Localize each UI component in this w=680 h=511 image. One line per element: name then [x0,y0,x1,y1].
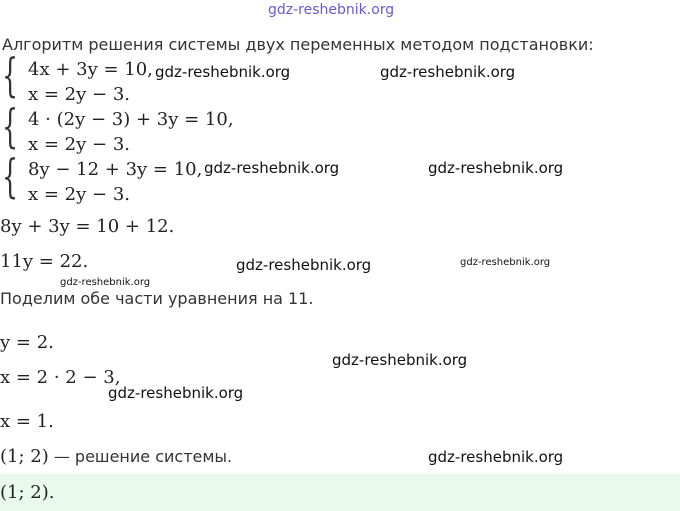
watermark-small: gdz-reshebnik.org [460,257,551,268]
division-note: Поделим обе части уравнения на 11. [0,289,314,308]
watermark: gdz-reshebnik.org [236,256,372,274]
watermark-top: gdz-reshebnik.org [268,2,395,18]
watermark: gdz-reshebnik.org [204,159,340,177]
step-1: 8y + 3y = 10 + 12. [0,216,175,237]
step-3: y = 2. [0,332,54,353]
step-4: x = 2 · 2 − 3, [0,367,121,388]
solution-value: (1; 2) [0,446,49,467]
system-brace: { [2,99,19,153]
step-5: x = 1. [0,411,54,432]
solution-text: — решение системы. [48,447,233,466]
answer: (1; 2). [0,482,55,503]
step-2: 11y = 22. [0,251,89,272]
solution-line [0,446,232,467]
system2-line1: 4 · (2y − 3) + 3y = 10, [28,109,234,130]
watermark: gdz-reshebnik.org [380,63,516,81]
system3-line1: 8y − 12 + 3y = 10, [28,159,203,180]
system1-line2: x = 2y − 3. [28,84,130,105]
system-brace: { [2,48,19,102]
system2-line2: x = 2y − 3. [28,134,130,155]
watermark: gdz-reshebnik.org [428,159,564,177]
watermark: gdz-reshebnik.org [155,63,291,81]
answer-highlight [0,474,680,511]
watermark: gdz-reshebnik.org [428,448,564,466]
heading: Алгоритм решения системы двух переменных методом подстановки: [2,35,594,54]
watermark-small: gdz-reshebnik.org [60,277,151,288]
system1-line1: 4x + 3y = 10, [28,59,153,80]
watermark: gdz-reshebnik.org [332,351,468,369]
watermark: gdz-reshebnik.org [108,384,244,402]
system3-line2: x = 2y − 3. [28,184,130,205]
system-brace: { [2,149,19,203]
